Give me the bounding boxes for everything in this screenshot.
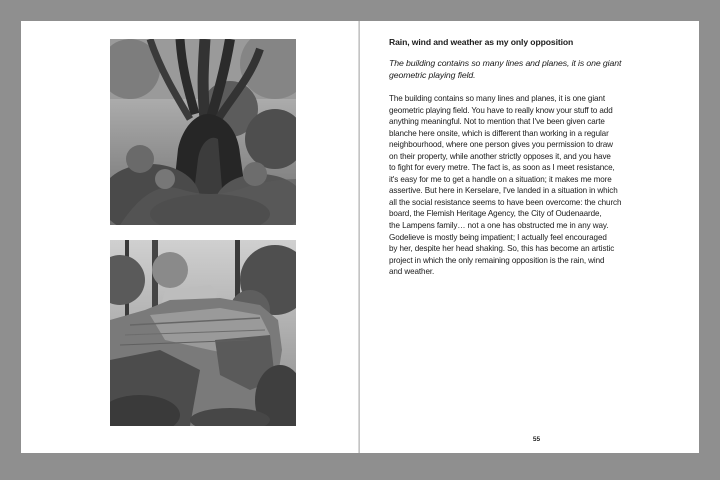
right-page	[360, 21, 699, 453]
body-paragraph: The building contains so many lines and planes, it is one giant geometric playing field. You have to really know your stuff to add anything meaningful. Not to mention that I've been given carte blanche here onsite, which is different than working in a regular neighbourhood, where one person gives you permission to draw on their property, while another strictly opposes it, and you have to fight for every metre. The fact is, as soon as I meet resistance, it's easy for me to get a handle on a situation; it makes me more assertive. But here in Kerselare, I've landed in a situation in which all the social resistance seems to have been overcome: the church board, the Flemish Heritage Agency, the City of Oudenaarde, the Lampens family… not a one has obstructed me in any way. Godelieve is mostly being impatient; I actually feel encouraged by her, despite her head shaking. So, this has become an artistic project in which the only remaining opposition is the rain, wind and weather.	[389, 94, 622, 277]
book-spread	[21, 21, 699, 453]
section-heading: Rain, wind and weather as my only opposition	[389, 37, 574, 47]
lead-quote: The building contains so many lines and planes, it is one giant geometric playing field.	[389, 58, 622, 80]
photo-concrete-ruin	[110, 240, 296, 426]
left-page	[21, 21, 359, 453]
page-number: 55	[532, 436, 541, 443]
text-block	[389, 37, 677, 278]
photo-tree-trunk	[110, 39, 296, 225]
